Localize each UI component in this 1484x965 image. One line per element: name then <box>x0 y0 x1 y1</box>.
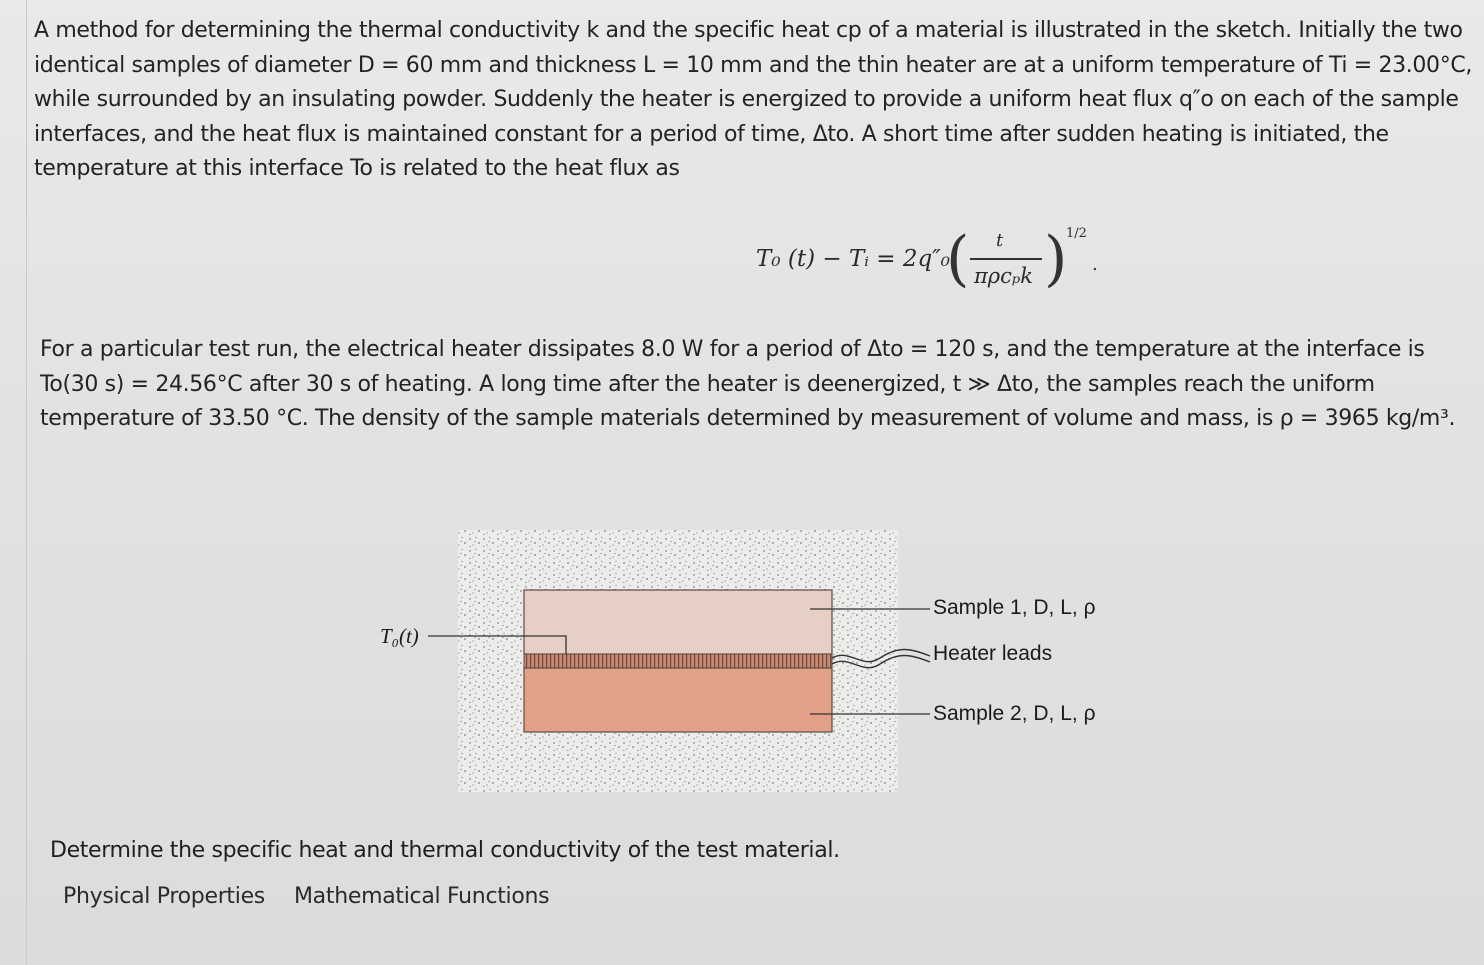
problem-paragraph-1: A method for determining the thermal conductivity k and the specific heat cp of a material is illustrated in the sketch. Initially the two identical samples of diameter D = 60 mm and thickness L = 10 mm and the thin heater are at a uniform temperature of Ti = 23.00°C, while surrounded by an insulating powder. Suddenly the heater is energized to provide a uniform heat flux q″o on each of the sample interfaces, and the heat flux is maintained constant for a period of time, Δto. A short time after sudden heating is initiated, the temperature at this interface To is related to the heat flux as <box>34 18 1473 181</box>
fraction-bar <box>970 258 1042 260</box>
thin-heater <box>524 654 832 668</box>
equation-numerator: t <box>996 230 1004 251</box>
equation-period: . <box>1092 254 1098 275</box>
apparatus-sketch <box>370 524 1140 804</box>
left-border <box>26 0 27 965</box>
equation-lhs: T₀ (t) − Tᵢ = 2q″₀ <box>756 246 950 272</box>
sample-2 <box>524 668 832 732</box>
sample-1-label: Sample 1, D, L, ρ <box>933 596 1096 619</box>
right-paren-icon: ) <box>1044 224 1068 294</box>
heater-leads-label: Heater leads <box>933 642 1053 665</box>
interface-temperature-label: T₀(t) <box>380 624 419 648</box>
equation-exponent: 1/2 <box>1066 226 1087 241</box>
sample-1 <box>524 590 832 654</box>
sample-2-label: Sample 2, D, L, ρ <box>933 702 1096 725</box>
equation-denominator: πρcₚk <box>974 264 1034 288</box>
problem-paragraph-2: For a particular test run, the electrical heater dissipates 8.0 W for a period of Δto = 120 s, and the temperature at the interface is To(30 s) = 24.56°C after 30 s of heating. A long time after the heater is deenergized, t ≫ Δto, the samples reach the uniform temperature of 33.50 °C. The density of the sample materials determined by measurement of volume and mass, is ρ = 3965 kg/m³. <box>40 337 1456 431</box>
mathematical-functions-link[interactable]: Mathematical Functions <box>294 884 550 909</box>
physical-properties-link[interactable]: Physical Properties <box>63 884 265 909</box>
interface-temperature-equation <box>748 226 1108 306</box>
question-text: Determine the specific heat and thermal conductivity of the test material. <box>50 838 840 863</box>
left-paren-icon: ( <box>946 224 970 294</box>
